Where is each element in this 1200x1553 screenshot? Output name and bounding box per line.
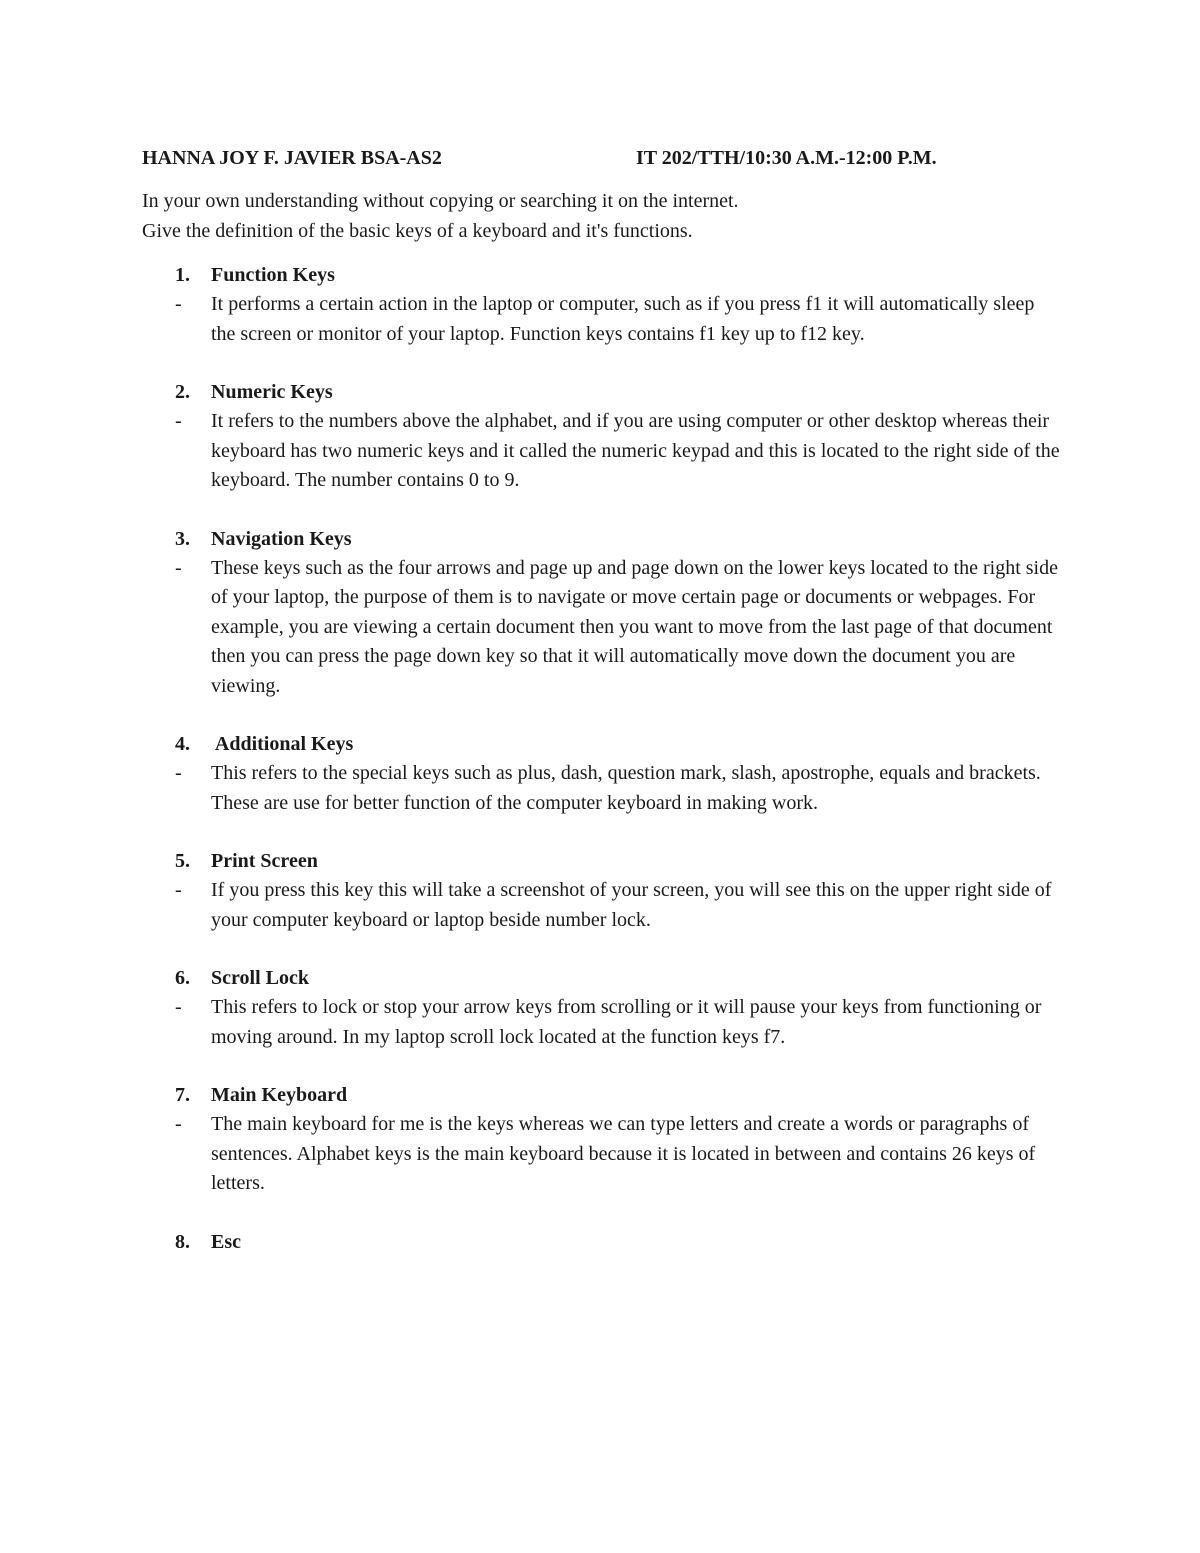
item-description-text: This refers to lock or stop your arrow keys from scrolling or it will pause your keys from functioning or moving around. In my laptop scroll lock located at the function keys f7. — [211, 996, 1042, 1048]
item-number: 7. — [175, 1084, 190, 1106]
item-title: Esc — [211, 1230, 241, 1253]
list-item-main-keyboard — [142, 1080, 1082, 1199]
item-description — [142, 993, 1082, 1052]
item-heading — [142, 729, 1082, 759]
item-title: Numeric Keys — [211, 381, 333, 403]
bullet-dash: - — [175, 556, 182, 579]
list-item-print-screen — [142, 846, 1082, 935]
item-number: 6. — [175, 967, 190, 989]
list-item-navigation-keys — [142, 524, 1082, 702]
item-number: 3. — [175, 527, 190, 550]
item-description-text: These keys such as the four arrows and page up and page down on the lower keys located to the right side of your laptop, the purpose of them is to navigate or move certain page or documents or webpages. For example, you are viewing a certain document then you want to move from the last page of that document then you can press the page down key so that it will automatically move down the document you are viewing. — [211, 556, 1058, 697]
item-heading — [142, 1227, 1082, 1257]
item-number: 1. — [175, 264, 190, 286]
list-item-scroll-lock — [142, 963, 1082, 1052]
item-description-text: It refers to the numbers above the alphabet, and if you are using computer or other desktop whereas their keyboard has two numeric keys and it called the numeric keypad and this is located to the right side of the keyboard. The number contains 0 to 9. — [211, 410, 1060, 491]
item-description — [142, 759, 1082, 818]
item-title: Print Screen — [211, 850, 318, 872]
instruction-line-1: In your own understanding without copying or searching it on the internet. — [142, 190, 739, 212]
bullet-dash: - — [175, 410, 182, 432]
bullet-dash: - — [175, 1113, 182, 1135]
item-description — [142, 407, 1082, 496]
item-description-text: The main keyboard for me is the keys whereas we can type letters and create a words or paragraphs of sentences. Alphabet keys is the main keyboard because it is located in between and contains 26 keys of letters. — [211, 1113, 1036, 1194]
item-title: Main Keyboard — [211, 1084, 348, 1106]
item-heading — [142, 524, 1082, 554]
item-title: Navigation Keys — [211, 527, 352, 550]
item-heading — [142, 377, 1082, 407]
list-item-numeric-keys — [142, 377, 1082, 496]
instructions — [142, 186, 1082, 246]
item-description-text: This refers to the special keys such as plus, dash, question mark, slash, apostrophe, equals and brackets. These are use for better function of the computer keyboard in making work. — [211, 762, 1041, 814]
item-description — [142, 554, 1082, 702]
course-schedule: IT 202/TTH/10:30 A.M.-12:00 P.M. — [636, 147, 937, 169]
key-definitions-list — [142, 260, 1082, 1285]
bullet-dash: - — [175, 996, 182, 1018]
item-title: Scroll Lock — [211, 967, 309, 989]
item-number: 5. — [175, 850, 190, 872]
item-number: 2. — [175, 381, 190, 403]
item-description — [142, 876, 1082, 935]
list-item-additional-keys — [142, 729, 1082, 818]
item-heading — [142, 260, 1082, 290]
bullet-dash: - — [175, 879, 182, 901]
list-item-esc — [142, 1227, 1082, 1257]
item-description — [142, 290, 1082, 349]
item-heading — [142, 963, 1082, 993]
document-header — [142, 143, 1082, 173]
item-heading — [142, 1080, 1082, 1110]
list-item-function-keys — [142, 260, 1082, 349]
bullet-dash: - — [175, 762, 182, 784]
item-description — [142, 1110, 1082, 1199]
student-name: HANNA JOY F. JAVIER BSA-AS2 — [142, 147, 442, 169]
bullet-dash: - — [175, 293, 182, 315]
item-description-text: It performs a certain action in the laptop or computer, such as if you press f1 it will automatically sleep the screen or monitor of your laptop. Function keys contains f1 key up to f12 key. — [211, 293, 1035, 345]
item-heading — [142, 846, 1082, 876]
item-description-text: If you press this key this will take a screenshot of your screen, you will see this on the upper right side of your computer keyboard or laptop beside number lock. — [211, 879, 1052, 931]
item-number: 4. — [175, 733, 190, 755]
item-title: Additional Keys — [211, 733, 354, 755]
item-title: Function Keys — [211, 264, 335, 286]
instruction-line-2: Give the definition of the basic keys of a keyboard and it's functions. — [142, 220, 693, 242]
item-number: 8. — [175, 1230, 190, 1253]
